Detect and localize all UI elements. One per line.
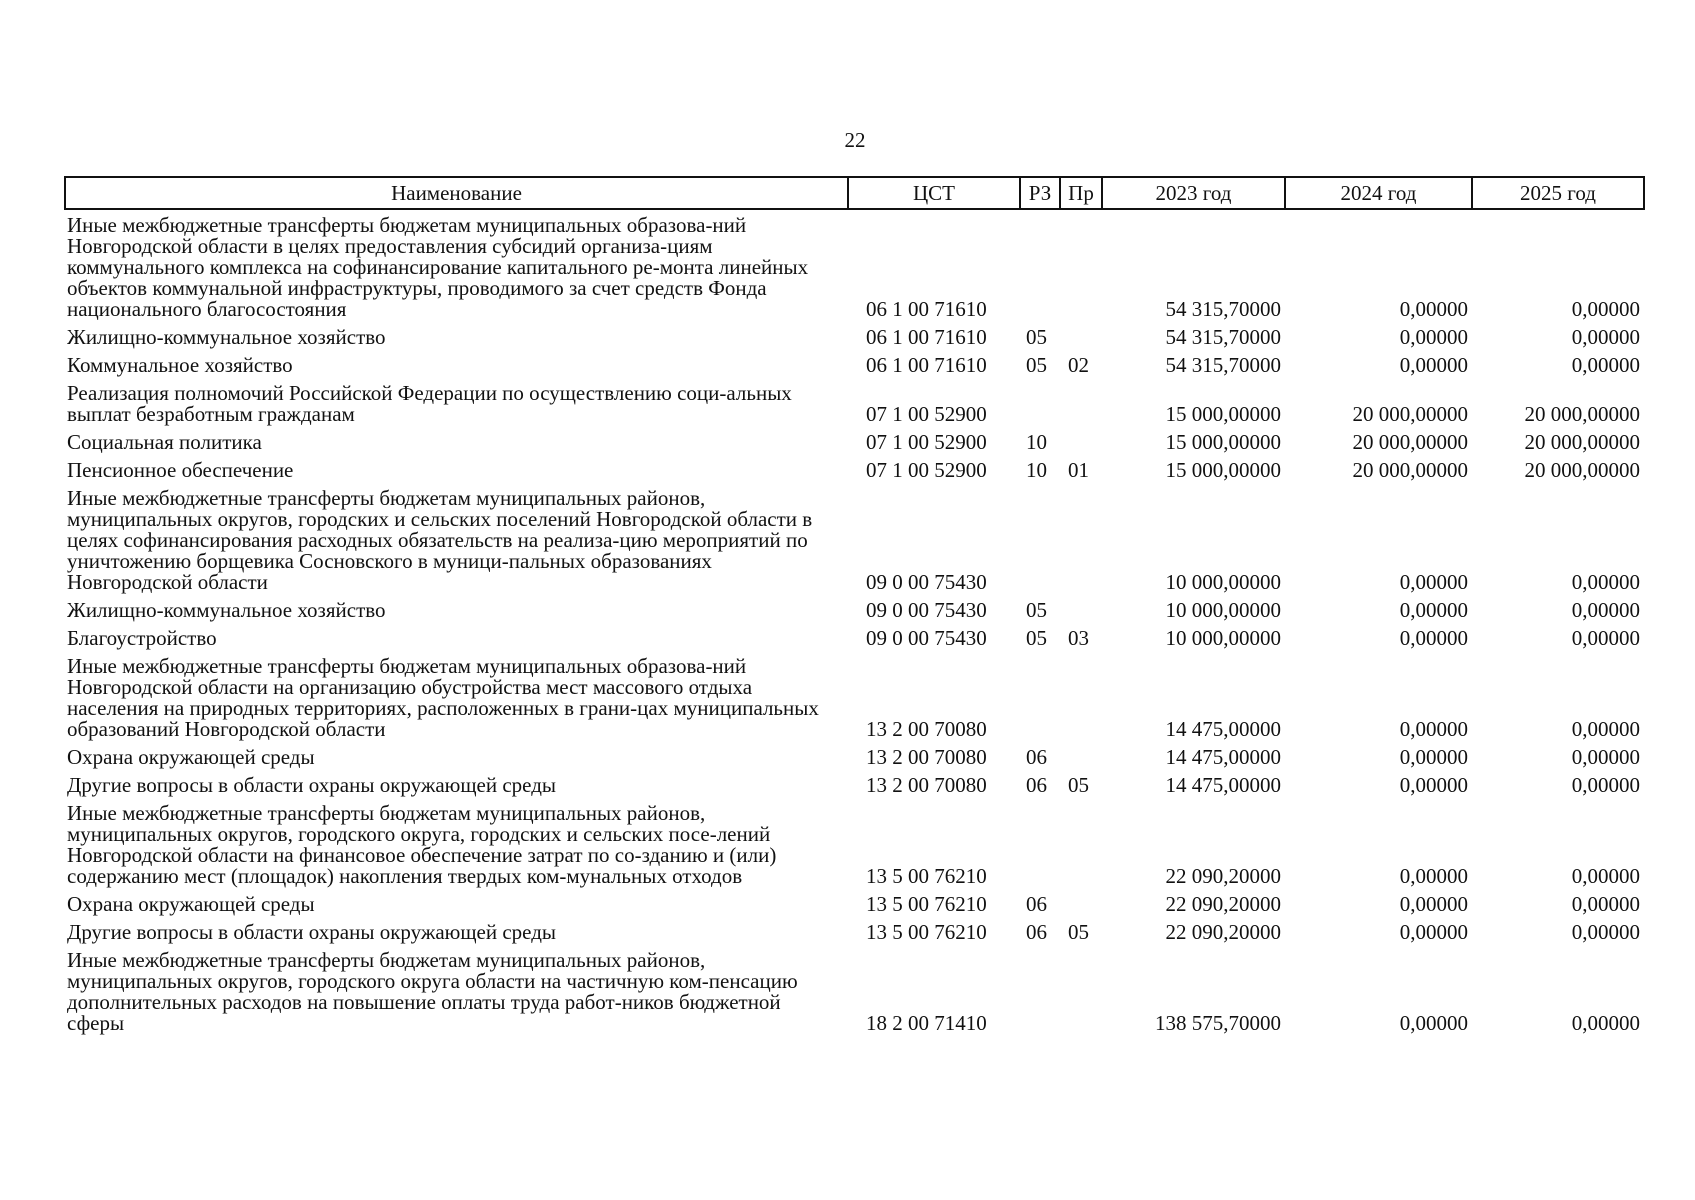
row-amount-2025: 0,00000 [1571, 920, 1640, 944]
row-amount-2024: 0,00000 [1399, 920, 1468, 944]
row-amount-2023: 22 090,20000 [1165, 920, 1281, 944]
row-cst: 09 0 00 75430 [866, 598, 987, 622]
row-cst: 09 0 00 75430 [866, 626, 987, 650]
row-amount-2025: 20 000,00000 [1524, 458, 1640, 482]
table-row [65, 798, 1644, 889]
table-row [65, 889, 1644, 917]
row-rz [1020, 209, 1060, 322]
row-pr [1060, 427, 1102, 455]
row-amount-2024: 20 000,00000 [1352, 402, 1468, 426]
row-name: Иные межбюджетные трансферты бюджетам муниципальных районов, муниципальных округов, городского округа области на частичную ком-пенсацию дополнительных расходов на повышение оплаты труда работ-ников бюджетной сферы [67, 948, 798, 1035]
row-rz [1020, 651, 1060, 742]
row-pr [1060, 945, 1102, 1036]
row-cst: 13 2 00 70080 [866, 717, 987, 741]
row-amount-2025: 0,00000 [1571, 864, 1640, 888]
row-amount-2023: 14 475,00000 [1165, 773, 1281, 797]
row-amount-2023: 54 315,70000 [1165, 325, 1281, 349]
row-amount-2025: 0,00000 [1571, 773, 1640, 797]
row-pr: 03 [1068, 626, 1089, 650]
header-2023: 2023 год [1102, 177, 1285, 209]
row-rz [1020, 483, 1060, 595]
row-amount-2025: 0,00000 [1571, 626, 1640, 650]
row-amount-2025: 0,00000 [1571, 570, 1640, 594]
row-pr [1060, 742, 1102, 770]
row-rz: 06 [1026, 773, 1047, 797]
row-name: Благоустройство [67, 626, 217, 650]
row-cst: 13 5 00 76210 [866, 864, 987, 888]
row-name: Жилищно-коммунальное хозяйство [67, 598, 386, 622]
header-rz: РЗ [1020, 177, 1060, 209]
row-rz [1020, 798, 1060, 889]
row-amount-2023: 138 575,70000 [1155, 1011, 1281, 1035]
budget-table [64, 176, 1645, 1036]
row-cst: 13 2 00 70080 [866, 745, 987, 769]
row-amount-2024: 20 000,00000 [1352, 430, 1468, 454]
row-amount-2025: 20 000,00000 [1524, 430, 1640, 454]
row-amount-2023: 15 000,00000 [1165, 402, 1281, 426]
table-row [65, 742, 1644, 770]
row-pr: 02 [1068, 353, 1089, 377]
row-name: Другие вопросы в области охраны окружающей среды [67, 773, 556, 797]
header-name: Наименование [65, 177, 848, 209]
row-name: Иные межбюджетные трансферты бюджетам муниципальных районов, муниципальных округов, городского округа, городских и сельских посе-лений Новгородской области на финансовое обеспечение затрат по со-зданию и (или) содержанию мест (площадок) накопления твердых ком-мунальных отходов [67, 801, 777, 888]
row-amount-2024: 0,00000 [1399, 570, 1468, 594]
table-row [65, 209, 1644, 322]
row-name: Иные межбюджетные трансферты бюджетам муниципальных образова-ний Новгородской области в целях предоставления субсидий организа-циям коммунального комплекса на софинансирование капитального ре-монта линейных объектов коммунальной инфраструктуры, проводимого за счет средств Фонда национального благосостояния [67, 213, 809, 321]
row-amount-2023: 22 090,20000 [1165, 864, 1281, 888]
row-name: Реализация полномочий Российской Федерации по осуществлению соци-альных выплат безработным гражданам [67, 381, 792, 426]
row-amount-2023: 15 000,00000 [1165, 458, 1281, 482]
row-name: Жилищно-коммунальное хозяйство [67, 325, 386, 349]
header-2024: 2024 год [1285, 177, 1472, 209]
row-amount-2023: 14 475,00000 [1165, 745, 1281, 769]
row-amount-2024: 0,00000 [1399, 864, 1468, 888]
row-amount-2024: 0,00000 [1399, 1011, 1468, 1035]
row-amount-2024: 0,00000 [1399, 717, 1468, 741]
table-header-row [65, 177, 1644, 209]
table-row [65, 455, 1644, 483]
row-amount-2024: 0,00000 [1399, 773, 1468, 797]
row-cst: 07 1 00 52900 [866, 430, 987, 454]
table-row [65, 770, 1644, 798]
row-name: Охрана окружающей среды [67, 745, 315, 769]
row-pr: 05 [1068, 920, 1089, 944]
row-pr: 01 [1068, 458, 1089, 482]
row-amount-2023: 14 475,00000 [1165, 717, 1281, 741]
row-cst: 07 1 00 52900 [866, 458, 987, 482]
header-cst: ЦСТ [848, 177, 1020, 209]
row-cst: 13 2 00 70080 [866, 773, 987, 797]
row-amount-2024: 20 000,00000 [1352, 458, 1468, 482]
table-row [65, 945, 1644, 1036]
row-amount-2025: 0,00000 [1571, 1011, 1640, 1035]
row-rz: 10 [1026, 430, 1047, 454]
row-name: Охрана окружающей среды [67, 892, 315, 916]
table-row [65, 623, 1644, 651]
row-pr [1060, 651, 1102, 742]
table-row [65, 427, 1644, 455]
row-rz: 10 [1026, 458, 1047, 482]
row-amount-2023: 10 000,00000 [1165, 626, 1281, 650]
row-amount-2025: 20 000,00000 [1524, 402, 1640, 426]
table-row [65, 322, 1644, 350]
row-pr [1060, 483, 1102, 595]
row-rz [1020, 945, 1060, 1036]
row-name: Пенсионное обеспечение [67, 458, 294, 482]
row-name: Иные межбюджетные трансферты бюджетам муниципальных образова-ний Новгородской области на организацию обустройства мест массового отдыха населения на природных территориях, расположенных в грани-цах муниципальных образований Новгородской области [67, 654, 819, 741]
row-amount-2024: 0,00000 [1399, 745, 1468, 769]
row-amount-2023: 10 000,00000 [1165, 570, 1281, 594]
row-amount-2024: 0,00000 [1399, 297, 1468, 321]
row-amount-2025: 0,00000 [1571, 598, 1640, 622]
table-row [65, 350, 1644, 378]
row-cst: 13 5 00 76210 [866, 892, 987, 916]
row-amount-2024: 0,00000 [1399, 626, 1468, 650]
row-amount-2025: 0,00000 [1571, 892, 1640, 916]
row-rz: 05 [1026, 626, 1047, 650]
row-pr [1060, 798, 1102, 889]
row-amount-2023: 15 000,00000 [1165, 430, 1281, 454]
row-name: Коммунальное хозяйство [67, 353, 293, 377]
row-pr [1060, 595, 1102, 623]
row-name: Социальная политика [67, 430, 262, 454]
table-row [65, 917, 1644, 945]
table-row [65, 651, 1644, 742]
row-cst: 06 1 00 71610 [866, 325, 987, 349]
header-pr: Пр [1060, 177, 1102, 209]
row-amount-2024: 0,00000 [1399, 598, 1468, 622]
row-amount-2025: 0,00000 [1571, 353, 1640, 377]
row-amount-2024: 0,00000 [1399, 325, 1468, 349]
row-cst: 09 0 00 75430 [866, 570, 987, 594]
row-rz: 06 [1026, 920, 1047, 944]
row-pr [1060, 378, 1102, 427]
row-amount-2023: 54 315,70000 [1165, 297, 1281, 321]
row-rz: 06 [1026, 745, 1047, 769]
row-rz: 05 [1026, 325, 1047, 349]
row-amount-2023: 10 000,00000 [1165, 598, 1281, 622]
table-row [65, 378, 1644, 427]
table-body [65, 209, 1644, 1036]
row-amount-2024: 0,00000 [1399, 353, 1468, 377]
row-amount-2023: 54 315,70000 [1165, 353, 1281, 377]
row-rz: 06 [1026, 892, 1047, 916]
page-number: 22 [844, 128, 866, 152]
row-name: Иные межбюджетные трансферты бюджетам муниципальных районов, муниципальных округов, городских и сельских поселений Новгородской области в целях софинансирования расходных обязательств на реализа-цию мероприятий по уничтожению борщевика Сосновского в муници-пальных образованиях Новгородской области [67, 486, 813, 594]
row-rz: 05 [1026, 353, 1047, 377]
row-cst: 18 2 00 71410 [866, 1011, 987, 1035]
row-cst: 13 5 00 76210 [866, 920, 987, 944]
table-row [65, 483, 1644, 595]
row-amount-2025: 0,00000 [1571, 297, 1640, 321]
table-row [65, 595, 1644, 623]
row-rz: 05 [1026, 598, 1047, 622]
header-2025: 2025 год [1472, 177, 1644, 209]
row-cst: 06 1 00 71610 [866, 297, 987, 321]
row-amount-2025: 0,00000 [1571, 325, 1640, 349]
row-rz [1020, 378, 1060, 427]
row-amount-2023: 22 090,20000 [1165, 892, 1281, 916]
row-pr: 05 [1068, 773, 1089, 797]
row-amount-2024: 0,00000 [1399, 892, 1468, 916]
row-pr [1060, 209, 1102, 322]
row-amount-2025: 0,00000 [1571, 717, 1640, 741]
row-pr [1060, 889, 1102, 917]
row-amount-2025: 0,00000 [1571, 745, 1640, 769]
row-name: Другие вопросы в области охраны окружающей среды [67, 920, 556, 944]
row-cst: 06 1 00 71610 [866, 353, 987, 377]
row-pr [1060, 322, 1102, 350]
row-cst: 07 1 00 52900 [866, 402, 987, 426]
